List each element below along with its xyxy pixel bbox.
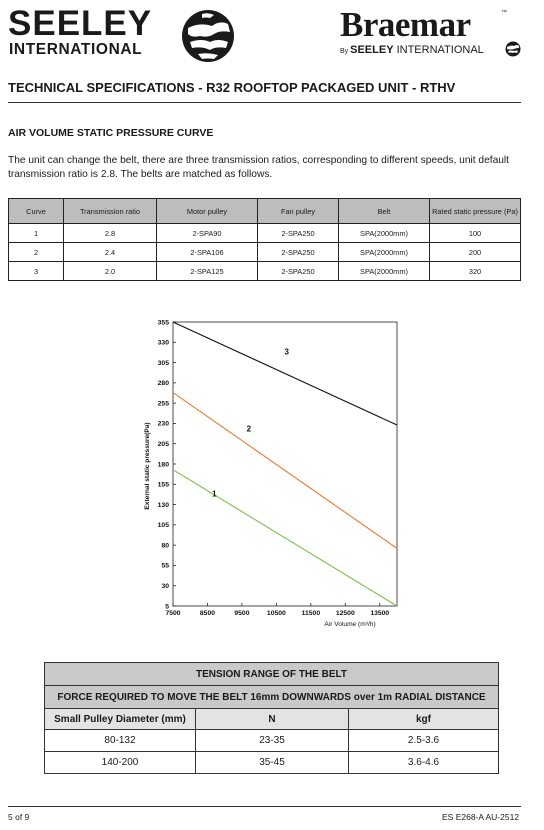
braemar-by-text: By [340,48,351,55]
y-tick-label: 80 [161,542,169,550]
table-header-cell: Curve [9,199,64,224]
table-cell: 80-132 [45,730,196,752]
series-label-3: 3 [284,347,289,357]
seeley-logo-subword: INTERNATIONAL [9,41,143,58]
x-tick-label: 9500 [234,610,250,617]
belt-tension-table [44,662,499,774]
chart-plot-frame [173,322,397,606]
y-tick-label: 255 [157,400,169,408]
seeley-international-logo [8,6,238,62]
y-tick-label: 105 [157,522,169,530]
title-divider [8,102,521,103]
x-tick-label: 8500 [199,610,216,617]
y-tick-label: 130 [157,501,169,509]
table-header-cell: N [196,709,349,730]
table-header-cell: Fan pulley [258,199,339,224]
document-title: TECHNICAL SPECIFICATIONS - R32 ROOFTOP PACKAGED UNIT - RTHV [8,80,456,95]
document-code: ES E268-A AU-2512 [442,812,520,822]
braemar-international-text: INTERNATIONAL [393,44,484,56]
x-tick-label: 11500 [301,610,321,617]
table-cell: 100 [430,224,521,243]
braemar-trademark: ™ [501,10,507,16]
series-label-2: 2 [246,424,252,434]
table-cell: 2.4 [64,243,157,262]
table-cell: 3 [9,262,64,281]
y-tick-label: 230 [157,420,169,428]
table-title-row [45,663,499,686]
y-tick-label: 180 [157,461,169,469]
intro-paragraph: The unit can change the belt, there are three transmission ratios, corresponding to different speeds, unit default transmission ratio is 2.8. The belts are matched as follows. [8,155,509,180]
globe-icon [505,41,521,57]
page-number: 5 of 9 [8,812,30,822]
x-tick-label: 7500 [165,610,181,617]
table-row [45,752,499,774]
table-cell: 2.8 [64,224,157,243]
x-tick-label: 13500 [370,610,390,617]
table-header-cell: Belt [339,199,430,224]
y-tick-label: 205 [157,441,169,449]
globe-icon [180,8,236,64]
y-tick-label: 330 [157,339,169,347]
table-subtitle: FORCE REQUIRED TO MOVE THE BELT 16mm DOWNWARDS over 1m RADIAL DISTANCE [45,686,499,709]
y-tick-label: 155 [157,481,169,489]
table-cell: 35-45 [196,752,349,774]
table-header-row [45,709,499,730]
table-row [9,243,521,262]
table-cell: 3.6-4.6 [349,752,499,774]
transmission-ratio-table [8,198,521,281]
table-header-cell: Small Pulley Diameter (mm) [45,709,196,730]
table-cell: 23-35 [196,730,349,752]
table-header-cell: Transmission ratio [64,199,157,224]
y-tick-label: 355 [157,319,169,327]
braemar-logo-subline [340,44,484,56]
table-header-row [9,199,521,224]
table-cell: 2-SPA125 [157,262,258,281]
y-tick-label: 305 [157,359,169,367]
table-row [9,262,521,281]
y-tick-label: 55 [161,562,169,570]
table-subtitle-row [45,686,499,709]
table-header-cell: Rated static pressure (Pa) [430,199,521,224]
static-pressure-chart [132,318,402,636]
series-label-1: 1 [212,489,217,499]
section-heading: AIR VOLUME STATIC PRESSURE CURVE [8,127,214,139]
x-tick-label: 10500 [266,610,286,617]
y-tick-label: 30 [161,583,169,591]
table-cell: 2-SPA250 [258,224,339,243]
table-cell: 2-SPA250 [258,243,339,262]
table-cell: 200 [430,243,521,262]
table-row [9,224,521,243]
table-cell: 2-SPA250 [258,262,339,281]
braemar-seeley-text: SEELEY [350,44,394,56]
table-cell: 2 [9,243,64,262]
seeley-logo-word: SEELEY [8,4,153,43]
table-cell: SPA(2000mm) [339,243,430,262]
y-tick-label: 280 [157,380,169,388]
table-cell: 2-SPA106 [157,243,258,262]
table-cell: 2-SPA90 [157,224,258,243]
table-cell: SPA(2000mm) [339,224,430,243]
y-axis-label: External static pressure(Pa) [144,422,151,510]
x-tick-label: 12500 [335,610,355,617]
table-title: TENSION RANGE OF THE BELT [45,663,499,686]
x-axis-label: Air Volume (m³/h) [324,621,376,628]
table-header-cell: Motor pulley [157,199,258,224]
table-cell: SPA(2000mm) [339,262,430,281]
table-cell: 140-200 [45,752,196,774]
table-cell: 1 [9,224,64,243]
y-tick-label: 5 [165,603,169,611]
table-cell: 320 [430,262,521,281]
table-cell: 2.5-3.6 [349,730,499,752]
footer-divider [8,806,521,807]
braemar-logo [340,6,525,62]
table-header-cell: kgf [349,709,499,730]
braemar-logo-word: Braemar [340,5,471,44]
table-cell: 2.0 [64,262,157,281]
table-row [45,730,499,752]
